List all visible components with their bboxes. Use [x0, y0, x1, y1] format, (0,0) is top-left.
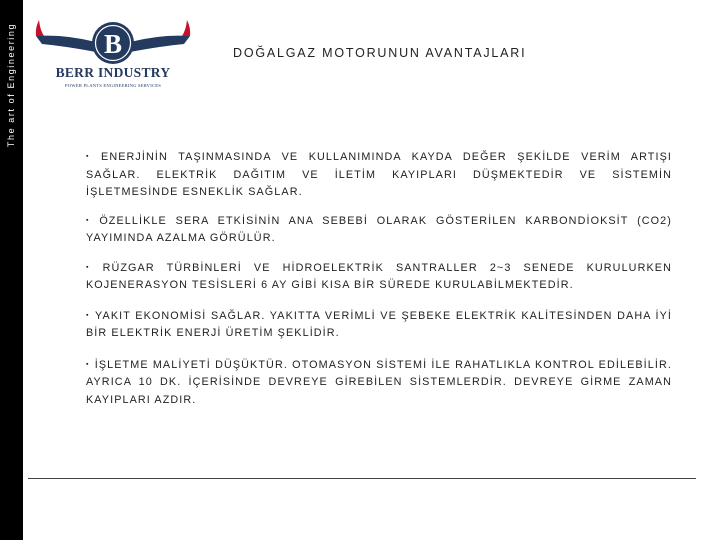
bullet-list: [86, 148, 672, 409]
bullet-marker: ▪: [86, 360, 90, 368]
bullet-item: [86, 356, 672, 410]
bullet-text: RÜZGAR TÜRBİNLERİ VE HİDROELEKTRİK SANTRALLER 2~3 SENEDE KURULURKEN KOJENERASYON TESİSLERİ 6 AY GİBİ KISA BİR SÜREDE KURULABİLMEKTEDİR.: [86, 261, 672, 291]
bullet-marker: ▪: [86, 263, 98, 271]
side-tagline-text: The art of Engineering: [6, 22, 17, 148]
bullet-item: [86, 148, 672, 202]
bullet-item: [86, 212, 672, 248]
page-title: DOĞALGAZ MOTORUNUN AVANTAJLARI: [233, 46, 527, 60]
bullet-item: [86, 259, 672, 295]
bullet-marker: ▪: [86, 311, 91, 319]
company-logo: [34, 16, 192, 96]
bullet-item: [86, 307, 672, 343]
bullet-text: ÖZELLİKLE SERA ETKİSİNİN ANA SEBEBİ OLARAK GÖSTERİLEN KARBONDİOKSİT (CO2) YAYIMINDA AZALMA GÖRÜLÜR.: [86, 214, 672, 244]
winged-b-emblem-icon: [34, 16, 192, 66]
logo-company-name: BERR INDUSTRY: [55, 65, 171, 80]
bullet-text: İŞLETME MALİYETİ DÜŞÜKTÜR. OTOMASYON SİSTEMİ İLE RAHATLIKLA KONTROL EDİLEBİLİR. AYRICA 10 DK. İÇERİSİNDE DEVREYE GİREBİLEN SİSTEMLERDİR. DEVREYE GİRME ZAMAN KAYIPLARI AZDIR.: [86, 358, 672, 406]
bullet-marker: ▪: [86, 216, 95, 224]
bullet-text: ENERJİNİN TAŞINMASINDA VE KULLANIMINDA KAYDA DEĞER ŞEKİLDE VERİM ARTIŞI SAĞLAR. ELEKTRİK DAĞITIM VE İLETİM KAYIPLARI DÜŞMEKTEDİR VE SİSTEMİN İŞLETMESİNDE ESNEKLİK SAĞLAR.: [86, 151, 672, 198]
bullet-marker: ▪: [86, 153, 97, 160]
bullet-text: YAKIT EKONOMİSİ SAĞLAR. YAKITTA VERİMLİ VE ŞEBEKE ELEKTRİK KALİTESİNDEN DAHA İYİ BİR ELEKTRİK ENERJİ ÜRETİM ŞEKLİDİR.: [86, 309, 672, 339]
footer-divider: [28, 478, 696, 479]
logo-letter: B: [103, 29, 123, 59]
side-tagline: [0, 0, 23, 170]
logo-tagline: POWER PLANTS ENGINEERING SERVICES: [65, 83, 161, 88]
